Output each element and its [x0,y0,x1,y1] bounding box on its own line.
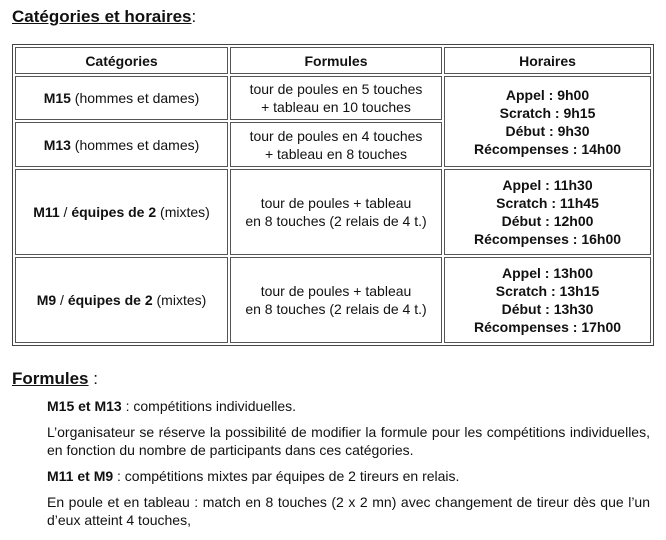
table-row-m15 [15,76,651,120]
header-formules: Formules [230,47,442,74]
schedule-line: Récompenses : 14h00 [473,140,622,157]
section-heading-categories-suffix: : [191,7,197,26]
formula-line: tour de poules + tableau [260,283,412,299]
schedule-table [12,44,654,346]
section-heading-formules-suffix: : [88,369,98,388]
category-detail: (hommes et dames) [70,136,200,153]
category-cell-m13 [15,122,228,167]
category-team: équipes de 2 [67,292,153,308]
schedule-line: Appel : 11h30 [502,177,593,193]
formula-cell-m9 [230,257,442,343]
category-code: M11 [33,204,60,220]
schedule-line: Récompenses : 17h00 [473,319,622,335]
paragraph-match-rules: En poule et en tableau : match en 8 touches (2 x 2 mn) avec changement de tireur dès que l’un d’eux atteint 4 touches, [47,494,650,528]
table-header-row [15,47,651,74]
schedule-line: Scratch : 13h15 [495,283,600,299]
header-horaires: Horaires [444,47,651,74]
schedule-line: Scratch : 9h15 [499,104,596,121]
category-team: équipes de 2 [71,204,157,220]
schedule-cell-m15-m13 [444,76,651,167]
table-row-m11 [15,169,651,255]
schedule-line: Scratch : 11h45 [496,195,599,211]
schedule-line: Début : 13h30 [501,301,594,317]
section-heading-categories [12,7,196,27]
schedule-cell-m9 [444,257,651,343]
category-cell-m11 [15,169,228,255]
paragraph-lead: M15 et M13 [47,398,122,414]
formula-cell-m11 [230,169,442,255]
paragraph-lead: M11 et M9 [47,468,114,484]
formula-cell-m15 [230,76,442,120]
formula-line: + tableau en 8 touches [264,145,408,162]
schedule-line: Début : 9h30 [505,122,590,139]
category-detail: (mixtes) [152,292,207,308]
table-row-m9 [15,257,651,343]
paragraph-individual [47,397,650,415]
category-detail: (hommes et dames) [70,90,200,106]
formula-line: tour de poules en 4 touches [249,127,423,144]
formula-line: tour de poules + tableau [260,195,412,211]
category-separator: / [56,292,68,308]
formula-line: en 8 touches (2 relais de 4 t.) [245,213,427,229]
paragraph-teams [47,467,650,485]
schedule-line: Début : 12h00 [501,213,594,229]
formula-line: en 8 touches (2 relais de 4 t.) [245,301,427,317]
paragraph-text: : compétitions individuelles. [121,398,297,414]
category-cell-m9 [15,257,228,343]
section-heading-formules-title: Formules [12,369,89,388]
section-heading-categories-title: Catégories et horaires [12,7,192,26]
formula-cell-m13 [230,122,442,167]
category-code: M9 [36,292,57,308]
paragraph-organizer-note: L’organisateur se réserve la possibilité de modifier la formule pour les compétitions individuelles, en fonction du nombre de participants dans ces catégories. [47,424,650,458]
formula-line: tour de poules en 5 touches [249,81,423,97]
schedule-line: Appel : 9h00 [505,86,590,103]
category-separator: / [59,204,72,220]
category-code: M15 [43,90,71,106]
category-code: M13 [43,136,71,153]
schedule-line: Récompenses : 16h00 [473,231,622,247]
formula-line: + tableau en 10 touches [261,99,411,115]
section-heading-formules [12,369,98,389]
header-categories: Catégories [15,47,228,74]
schedule-cell-m11 [444,169,651,255]
schedule-line: Appel : 13h00 [501,265,594,281]
category-detail: (mixtes) [156,204,210,220]
paragraph-text: : compétitions mixtes par équipes de 2 tireurs en relais. [113,468,460,484]
category-cell-m15 [15,76,228,120]
